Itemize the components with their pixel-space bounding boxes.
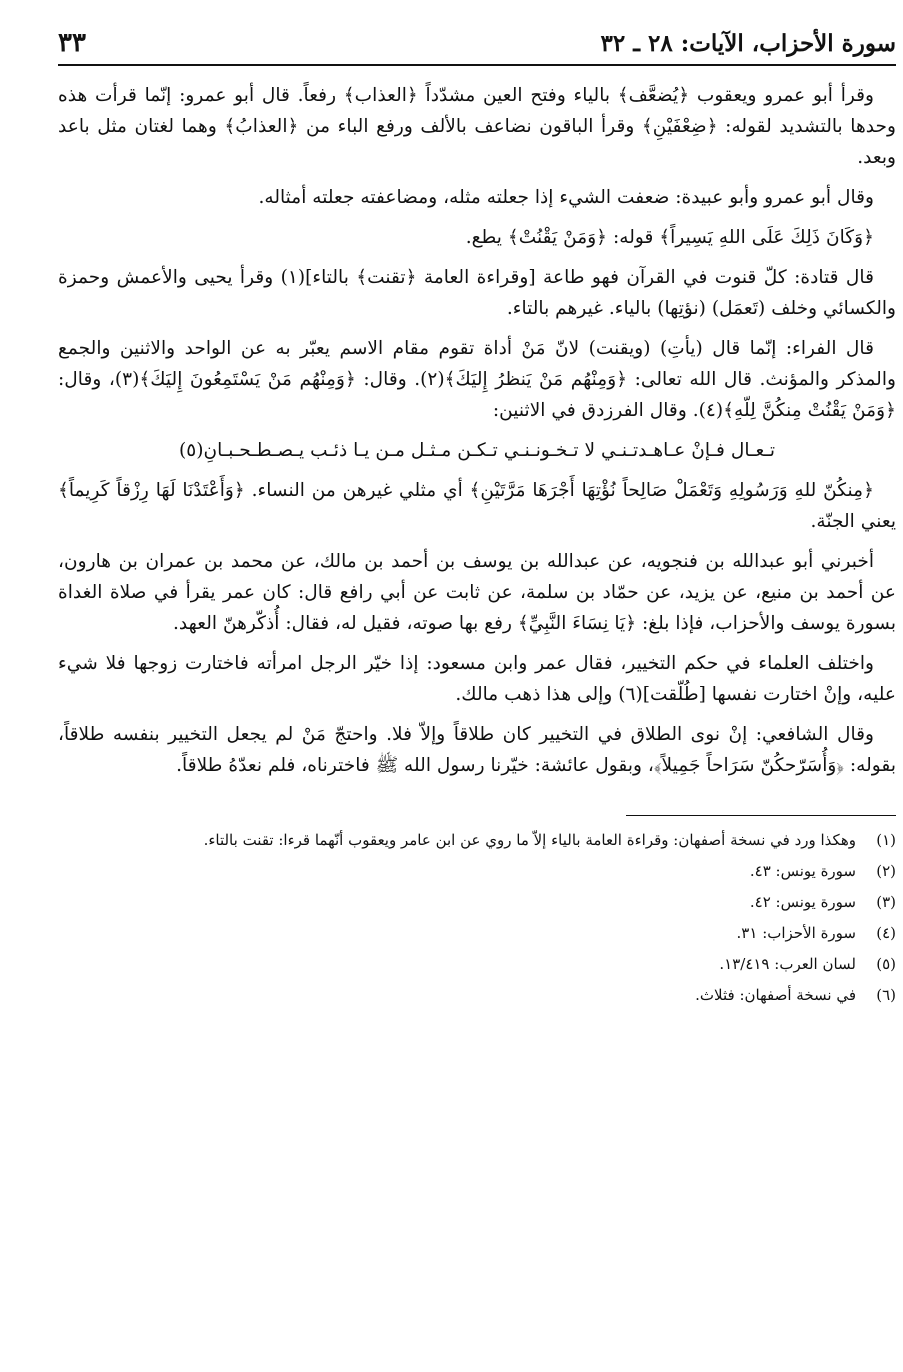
footnote-text: سورة يونس: ٤٣. (749, 862, 856, 880)
footnote-text: سورة الأحزاب: ٣١. (736, 924, 856, 942)
footnote (58, 921, 896, 946)
footnote-text: سورة يونس: ٤٢. (749, 893, 856, 911)
footnote-number: (٥) (876, 955, 896, 973)
footnote-number: (٦) (876, 986, 896, 1004)
paragraph-10: وقال الشافعي: إنْ نوى الطلاق في التخيير كان طلاقاً وإلاّ فلا. واحتجّ مَنْ لم يجعل التخيير بنفسه طلاقاً، بقوله: ﴿وَأُسَرّحكُنّ سَرَاحاً جَمِيلاً﴾، وبقول عائشة: خيّرنا رسول الله ﷺ فاخترناه، فلم نعدّهُ طلاقاً. (58, 724, 896, 776)
footnote-divider (626, 815, 896, 816)
paragraph-5: قال الفراء: إنّما قال (يأتِ) (ويقنت) لانّ مَنْ أداة تقوم مقام الاسم يعبّر به عن الواحد والاثنين والجمع والمذكر والمؤنث. قال الله تعالى: ﴿وَمِنْهُم مَنْ يَنظرُ إِليَكَ﴾(٢). وقال: ﴿وَمِنْهُم مَنْ يَسْتَمِعُونَ إِليَكَ﴾(٣)، وقال: ﴿وَمَنْ يَقْنُتْ مِنكُنَّ لِلّهِ﴾(٤). وقال الفرزدق في الاثنين: (58, 338, 896, 421)
page-number: ٣٣ (58, 28, 86, 58)
footnote-number: (٣) (876, 893, 896, 911)
paragraph-3: ﴿وَكَانَ ذَلِكَ عَلَى اللهِ يَسِيراً﴾ قوله: ﴿وَمَنْ يَقْنُتْ﴾ يطع. (465, 227, 874, 248)
paragraph-4: قال قتادة: كلّ قنوت في القرآن فهو طاعة [وقراءة العامة ﴿تقنت﴾ بالتاء](١) وقرأ يحيى والأعمش وحمزة والكسائي وخلف (تَعمَل) (نؤتِها) بالياء. غيرهم بالتاء. (58, 267, 896, 319)
footnote (58, 890, 896, 915)
footnote-text: وهكذا ورد في نسخة أصفهان: وقراءة العامة بالياء إلاّ ما روي عن ابن عامر ويعقوب أنّهما قرءا: تقنت بالتاء. (203, 831, 856, 849)
footnote (58, 859, 896, 884)
footnote (58, 952, 896, 977)
running-title: سورة الأحزاب، الآيات: ٢٨ ـ ٣٢ (600, 30, 896, 57)
footnotes (58, 828, 896, 1008)
footnote-text: في نسخة أصفهان: فثلاث. (695, 986, 856, 1004)
paragraph-2: وقال أبو عمرو وأبو عبيدة: ضعفت الشيء إذا جعلته مثله، ومضاعفته جعلته أمثاله. (258, 187, 874, 208)
paragraph-9: واختلف العلماء في حكم التخيير، فقال عمر وابن مسعود: إذا خيّر الرجل امرأته فاختارت زوجها فلا شيء عليه، وإنْ اختارت نفسها [طُلّقت](٦) وإلى هذا ذهب مالك. (58, 653, 896, 705)
footnote-number: (٤) (876, 924, 896, 942)
poetry-verse: تـعـال فـإنْ عـاهـدتـنـي لا تـخـونـنـي تـكـن مـثـل مـن يـا ذئـب يـصـطـحـبـانِ(٥) (178, 440, 776, 461)
page-body (58, 80, 896, 781)
footnote-text: لسان العرب: ١٣/٤١٩. (719, 955, 856, 973)
footnote-number: (٢) (876, 862, 896, 880)
footnote (58, 983, 896, 1008)
paragraph-1: وقرأ أبو عمرو ويعقوب ﴿يُضعَّف﴾ بالياء وفتح العين مشدّداً ﴿العذاب﴾ رفعاً. قال أبو عمرو: إنّما قرأت هذه وحدها بالتشديد لقوله: ﴿ضِعْفَيْنِ﴾ وقرأ الباقون نضاعف بالألف ورفع الباء من ﴿العذابُ﴾ وهما لغتان مثل باعد وبعد. (58, 85, 896, 168)
footnote-number: (١) (876, 831, 896, 849)
page-header (58, 28, 896, 66)
paragraph-7: ﴿مِنكُنّ للهِ وَرَسُولِهِ وَتَعْمَلْ صَالِحاً نُؤْتِهَا أَجْرَهَا مَرَّتَيْنِ﴾ أي مثلي غيرهن من النساء. ﴿وَأَعْتَدْنَا لَهَا رِزْقاً كَرِيماً﴾ يعني الجنّة. (58, 480, 896, 532)
footnote (58, 828, 896, 853)
book-page (58, 28, 896, 1348)
paragraph-8: أخبرني أبو عبدالله بن فنجويه، عن عبدالله بن يوسف بن أحمد بن مالك، عن محمد بن عمران بن هارون، عن أحمد بن منيع، عن يزيد، عن حمّاد بن سلمة، عن ثابت عن أبي رافع قال: كان عمر يقرأ في صلاة الغداة بسورة يوسف والأحزاب، فإذا بلغ: ﴿يَا نِسَاءَ النَّبِيِّ﴾ رفع بها صوته، فقيل له، فقال: أُذكّرهنّ العهد. (58, 551, 896, 634)
